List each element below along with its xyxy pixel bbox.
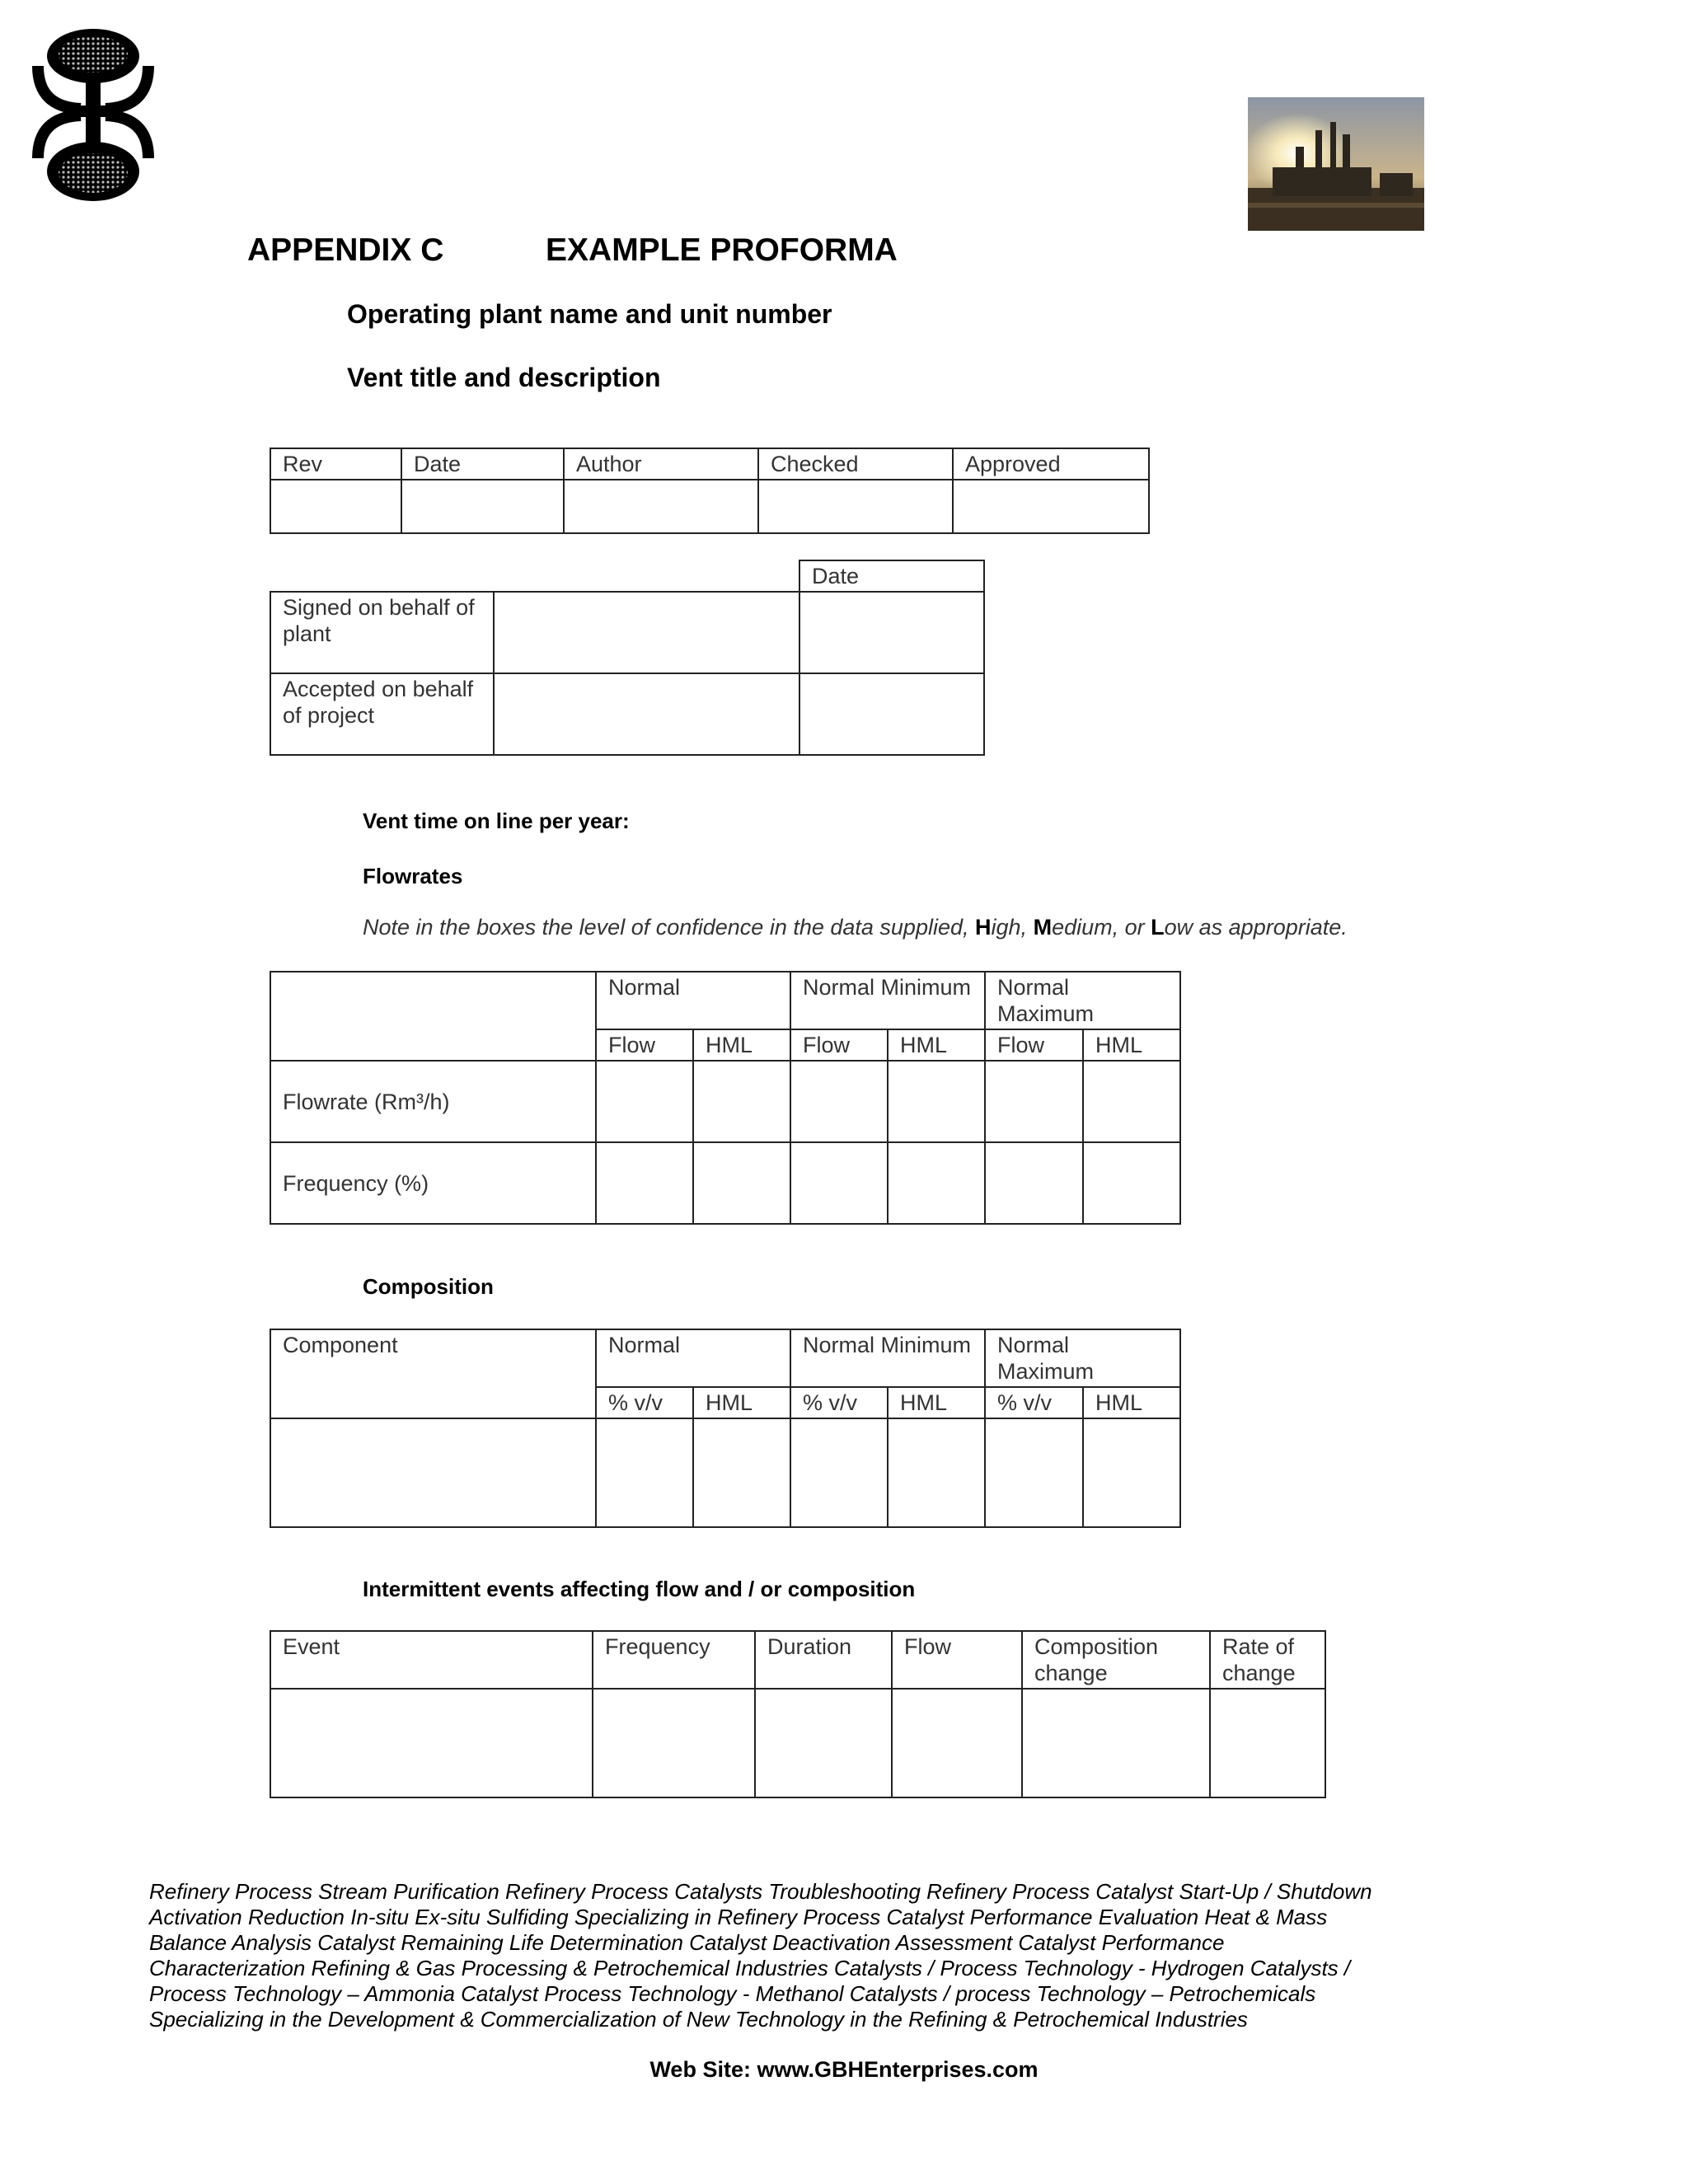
flow-header: Flow [892, 1631, 1022, 1689]
input-cell[interactable] [790, 1142, 888, 1224]
website-link[interactable]: Web Site: www.GBHEnterprises.com [649, 2057, 1039, 2082]
input-cell[interactable] [596, 1142, 693, 1224]
composition-heading: Composition [363, 1274, 494, 1299]
appendix-label: APPENDIX C [247, 232, 444, 268]
component-header: Component [270, 1329, 596, 1418]
hml-subheader: HML [693, 1029, 790, 1061]
input-cell[interactable] [596, 1061, 693, 1142]
frequency-cell[interactable] [593, 1689, 755, 1797]
flow-group-normal-maximum: Normal Maximum [985, 972, 1180, 1029]
hml-subheader: HML [1083, 1029, 1180, 1061]
accepted-for-project-date[interactable] [799, 673, 984, 755]
input-cell[interactable] [1083, 1061, 1180, 1142]
input-cell[interactable] [596, 1418, 693, 1527]
input-cell[interactable] [985, 1061, 1083, 1142]
vv-subheader: % v/v [790, 1387, 888, 1418]
proforma-title: EXAMPLE PROFORMA [546, 232, 898, 268]
input-cell[interactable] [693, 1142, 790, 1224]
rate-of-change-cell[interactable] [1210, 1689, 1325, 1797]
hml-subheader: HML [888, 1029, 985, 1061]
frequency-header: Frequency [593, 1631, 755, 1689]
comp-group-normal-maximum: Normal Maximum [985, 1329, 1180, 1387]
flow-subheader: Flow [790, 1029, 888, 1061]
revision-table [270, 448, 1150, 534]
rate-of-change-header: Rate of change [1210, 1631, 1325, 1689]
author-cell[interactable] [564, 480, 758, 533]
vv-subheader: % v/v [596, 1387, 693, 1418]
flowrates-heading: Flowrates [363, 864, 463, 888]
input-cell[interactable] [1083, 1142, 1180, 1224]
comp-group-normal-minimum: Normal Minimum [790, 1329, 985, 1387]
rev-cell[interactable] [270, 480, 401, 533]
signed-for-plant-date[interactable] [799, 592, 984, 673]
vv-subheader: % v/v [985, 1387, 1083, 1418]
duration-cell[interactable] [755, 1689, 892, 1797]
hml-subheader: HML [888, 1387, 985, 1418]
flow-subheader: Flow [985, 1029, 1083, 1061]
flowrate-row-label: Flowrate (Rm³/h) [270, 1061, 596, 1142]
approved-cell[interactable] [953, 480, 1149, 533]
input-cell[interactable] [985, 1142, 1083, 1224]
accepted-for-project-label: Accepted on behalf of project [270, 673, 494, 755]
rev-header: Rev [270, 448, 401, 480]
duration-header: Duration [755, 1631, 892, 1689]
input-cell[interactable] [693, 1061, 790, 1142]
signed-for-plant-label: Signed on behalf of plant [270, 592, 494, 673]
checked-cell[interactable] [758, 480, 953, 533]
signoff-date-header: Date [799, 560, 984, 592]
frequency-row-label: Frequency (%) [270, 1142, 596, 1224]
vent-title-heading: Vent title and description [347, 363, 661, 392]
flowrates-corner [270, 972, 596, 1061]
signoff-table [270, 560, 985, 756]
input-cell[interactable] [888, 1418, 985, 1527]
input-cell[interactable] [693, 1418, 790, 1527]
hml-subheader: HML [1083, 1387, 1180, 1418]
flow-group-normal-minimum: Normal Minimum [790, 972, 985, 1029]
comp-group-normal: Normal [596, 1329, 790, 1387]
composition-change-cell[interactable] [1022, 1689, 1210, 1797]
footer-line: Process Technology – Ammonia Catalyst Process Technology - Methanol Catalysts / process Technology – Petrochemicals [149, 1981, 1316, 2006]
flow-group-normal: Normal [596, 972, 790, 1029]
footer-line: Specializing in the Development & Commercialization of New Technology in the Refining & Petrochemical Industries [149, 2007, 1248, 2032]
input-cell[interactable] [888, 1142, 985, 1224]
approved-header: Approved [953, 448, 1149, 480]
date-header: Date [401, 448, 564, 480]
event-cell[interactable] [270, 1689, 593, 1797]
flow-subheader: Flow [596, 1029, 693, 1061]
footer-line: Activation Reduction In-situ Ex-situ Sulfiding Specializing in Refinery Process Catalyst Performance Evaluation Heat & Mass [149, 1905, 1328, 1929]
flowrates-table [270, 971, 1181, 1225]
event-header: Event [270, 1631, 593, 1689]
hml-subheader: HML [693, 1387, 790, 1418]
input-cell[interactable] [790, 1418, 888, 1527]
signed-for-plant-signature[interactable] [494, 592, 799, 673]
flow-cell[interactable] [892, 1689, 1022, 1797]
intermittent-events-table [270, 1630, 1326, 1798]
accepted-for-project-signature[interactable] [494, 673, 799, 755]
intermittent-heading: Intermittent events affecting flow and / or composition [363, 1577, 916, 1601]
input-cell[interactable] [1083, 1418, 1180, 1527]
plant-name-heading: Operating plant name and unit number [347, 299, 832, 329]
footer-line: Balance Analysis Catalyst Remaining Life Determination Catalyst Deactivation Assessment Catalyst Performance [149, 1930, 1225, 1955]
composition-change-header: Composition change [1022, 1631, 1210, 1689]
checked-header: Checked [758, 448, 953, 480]
input-cell[interactable] [790, 1061, 888, 1142]
footer-services-text [149, 1879, 1451, 2032]
date-cell[interactable] [401, 480, 564, 533]
footer-line: Refinery Process Stream Purification Refinery Process Catalysts Troubleshooting Refinery Process Catalyst Start-Up / Shutdown [149, 1879, 1372, 1904]
input-cell[interactable] [985, 1418, 1083, 1527]
composition-table [270, 1329, 1181, 1528]
footer-line: Characterization Refining & Gas Processing & Petrochemical Industries Catalysts / Process Technology - Hydrogen Catalysts / [149, 1956, 1351, 1980]
author-header: Author [564, 448, 758, 480]
component-cell[interactable] [270, 1418, 596, 1527]
confidence-note: Note in the boxes the level of confidence in the data supplied, High, Medium, or Low as appropriate. [363, 915, 1348, 940]
vent-time-label: Vent time on line per year: [363, 808, 630, 833]
company-logo [31, 16, 155, 206]
refinery-photo [1248, 97, 1424, 231]
input-cell[interactable] [888, 1061, 985, 1142]
